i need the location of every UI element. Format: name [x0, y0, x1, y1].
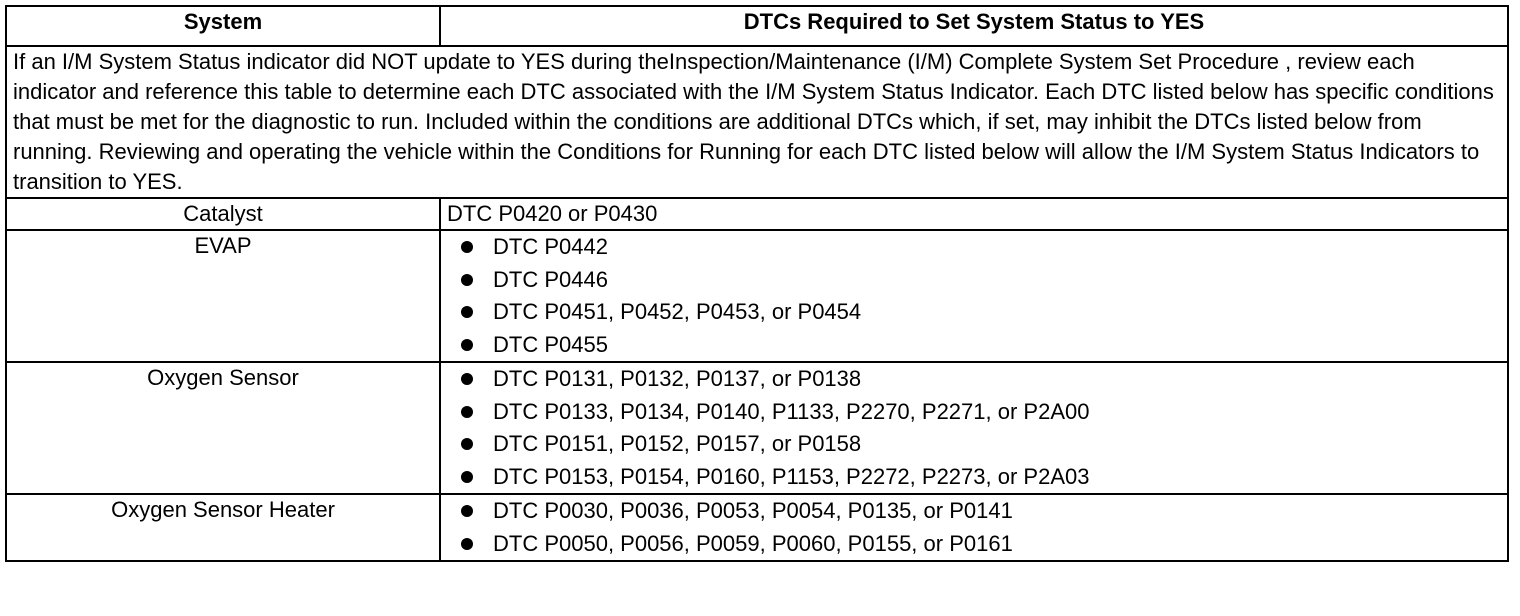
- bullet-icon: [461, 373, 473, 385]
- header-system: System: [6, 6, 440, 46]
- bullet-icon: [461, 471, 473, 483]
- dtc-list-cell: [440, 494, 1508, 561]
- header-row: [6, 6, 1508, 46]
- intro-row: [6, 46, 1508, 198]
- table-row: [6, 494, 1508, 561]
- dtc-item-text: DTC P0050, P0056, P0059, P0060, P0155, or P0161: [493, 530, 1013, 556]
- dtc-list: [447, 495, 1501, 560]
- list-item: [461, 296, 1501, 329]
- list-item: [461, 363, 1501, 396]
- bullet-icon: [461, 505, 473, 517]
- bullet-icon: [461, 438, 473, 450]
- list-item: [461, 396, 1501, 429]
- dtc-list-cell: [440, 230, 1508, 362]
- dtc-list: [447, 231, 1501, 361]
- bullet-icon: [461, 538, 473, 550]
- bullet-icon: [461, 241, 473, 253]
- dtc-list: [447, 363, 1501, 493]
- system-name: EVAP: [6, 230, 440, 362]
- dtc-item-text: DTC P0442: [493, 234, 608, 259]
- table-row: [6, 230, 1508, 362]
- list-item: [461, 461, 1501, 494]
- dtc-item-text: DTC P0131, P0132, P0137, or P0138: [493, 366, 862, 391]
- header-dtcs: DTCs Required to Set System Status to YES: [440, 6, 1508, 46]
- table-row: [6, 362, 1508, 494]
- system-name: Oxygen Sensor Heater: [6, 494, 440, 561]
- dtc-item-text: DTC P0151, P0152, P0157, or P0158: [493, 431, 862, 456]
- list-item: [461, 231, 1501, 264]
- dtc-item-text: DTC P0446: [493, 266, 608, 292]
- intro-text: If an I/M System Status indicator did NOT update to YES during theInspection/Maintenance (I/M) Complete System Set Procedure , review each indicator and reference this table to determine each DTC associated with the I/M System Status Indicator. Each DTC listed below has specific conditions that must be met for the diagnostic to run. Included within the conditions are additional DTCs which, if set, may inhibit the DTCs listed below from running. Reviewing and operating the vehicle within the Conditions for Running for each DTC listed below will allow the I/M System Status Indicators to transition to YES.: [6, 46, 1508, 198]
- list-item: [461, 428, 1501, 461]
- list-item: [461, 528, 1501, 561]
- dtc-item-text: DTC P0153, P0154, P0160, P1153, P2272, P2273, or P2A03: [493, 463, 1090, 489]
- bullet-icon: [461, 306, 473, 318]
- table-row: [6, 198, 1508, 230]
- dtc-item-text: DTC P0455: [493, 331, 608, 357]
- bullet-icon: [461, 274, 473, 286]
- bullet-icon: [461, 339, 473, 351]
- system-name: Oxygen Sensor: [6, 362, 440, 494]
- list-item: [461, 264, 1501, 297]
- dtc-list-cell: [440, 362, 1508, 494]
- dtc-item-text: DTC P0030, P0036, P0053, P0054, P0135, or P0141: [493, 498, 1013, 523]
- dtc-item-text: DTC P0451, P0452, P0453, or P0454: [493, 299, 862, 324]
- list-item: [461, 329, 1501, 362]
- system-name: Catalyst: [6, 198, 440, 230]
- bullet-icon: [461, 406, 473, 418]
- dtc-item-text: DTC P0133, P0134, P0140, P1133, P2270, P2271, or P2A00: [493, 398, 1090, 424]
- list-item: [461, 495, 1501, 528]
- dtc-table: [5, 5, 1509, 562]
- dtc-text: DTC P0420 or P0430: [440, 198, 1508, 230]
